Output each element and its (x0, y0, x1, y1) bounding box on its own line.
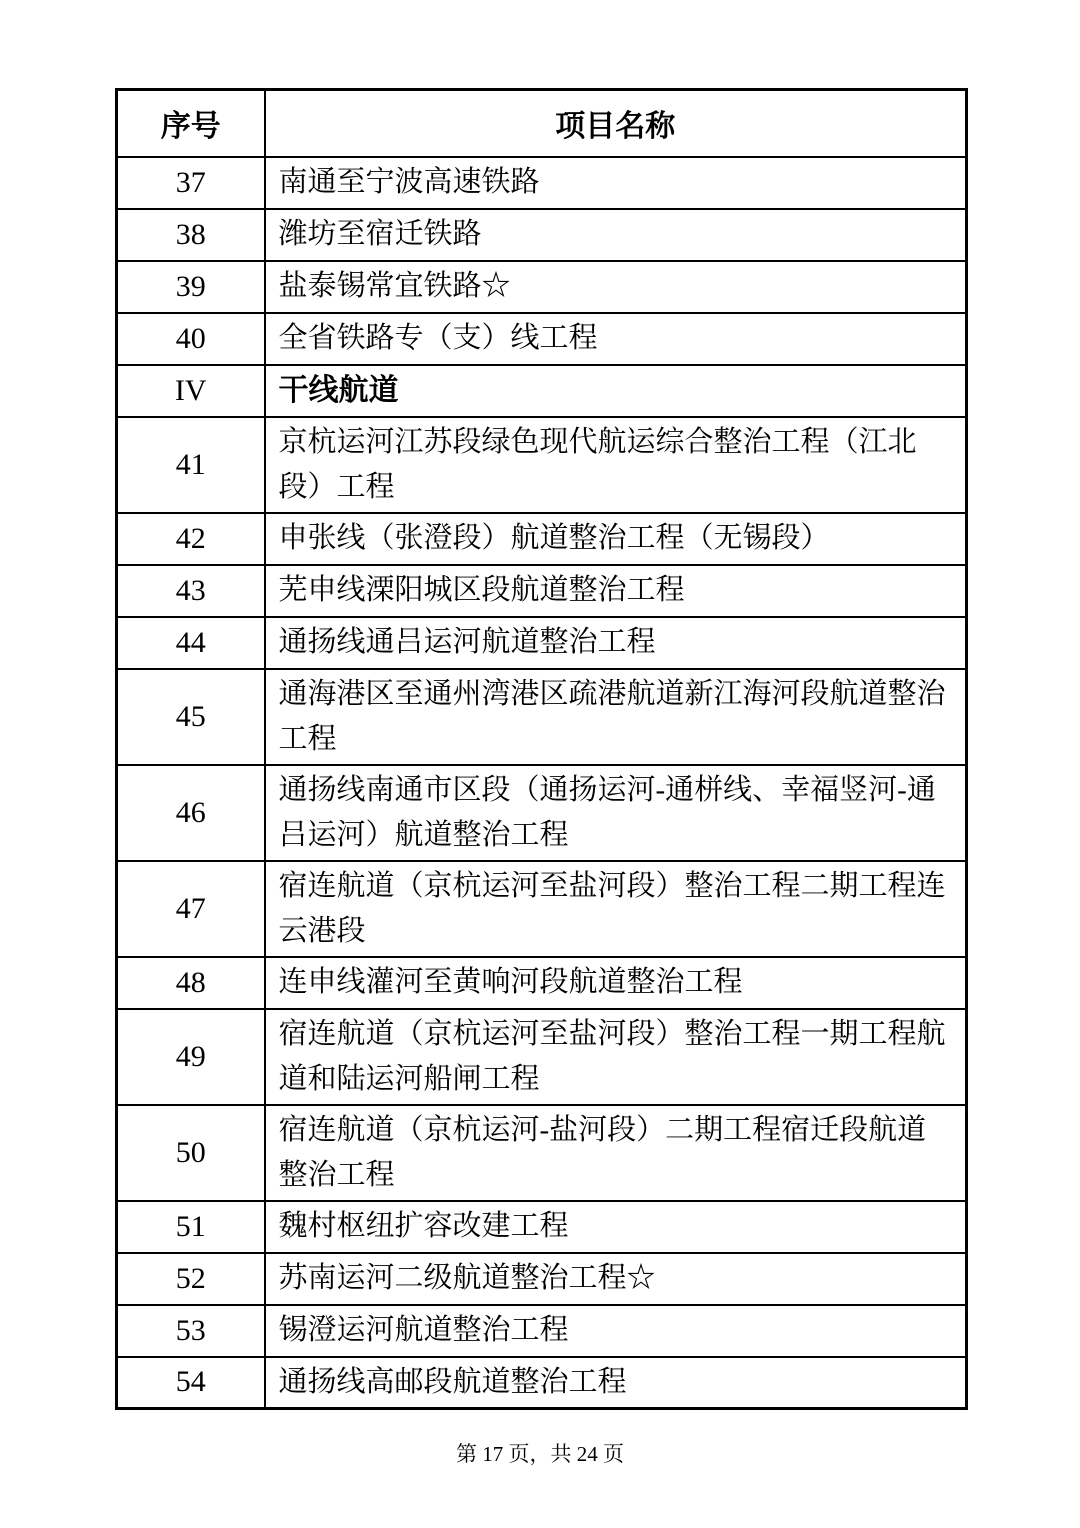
table-row (117, 261, 967, 313)
table-row (117, 617, 967, 669)
project-name-cell: 通扬线通吕运河航道整治工程 (265, 617, 967, 669)
serial-cell: 43 (117, 565, 265, 617)
project-name-cell: 宿连航道（京杭运河-盐河段）二期工程宿迁段航道整治工程 (265, 1105, 967, 1201)
table-row (117, 1105, 967, 1201)
table-row (117, 1201, 967, 1253)
serial-cell: 38 (117, 209, 265, 261)
table-row (117, 1009, 967, 1105)
table-header-row (117, 90, 967, 157)
project-name-cell: 通扬线高邮段航道整治工程 (265, 1357, 967, 1409)
project-name-cell: 京杭运河江苏段绿色现代航运综合整治工程（江北段）工程 (265, 417, 967, 513)
serial-cell: 47 (117, 861, 265, 957)
serial-cell: 50 (117, 1105, 265, 1201)
table-row (117, 1253, 967, 1305)
project-name-column-header: 项目名称 (265, 90, 967, 157)
serial-cell: 53 (117, 1305, 265, 1357)
serial-cell: 54 (117, 1357, 265, 1409)
project-name-cell: 宿连航道（京杭运河至盐河段）整治工程一期工程航道和陆运河船闸工程 (265, 1009, 967, 1105)
serial-cell: 51 (117, 1201, 265, 1253)
section-title-cell: 干线航道 (265, 365, 967, 417)
page-footer: 第 17 页，共 24 页 (456, 1442, 624, 1466)
table-row (117, 861, 967, 957)
project-name-cell: 锡澄运河航道整治工程 (265, 1305, 967, 1357)
serial-cell: 52 (117, 1253, 265, 1305)
table-row (117, 765, 967, 861)
serial-cell: 45 (117, 669, 265, 765)
serial-cell: 44 (117, 617, 265, 669)
project-name-cell: 申张线（张澄段）航道整治工程（无锡段） (265, 513, 967, 565)
table-row (117, 1305, 967, 1357)
serial-cell: IV (117, 365, 265, 417)
serial-column-header: 序号 (117, 90, 265, 157)
serial-cell: 41 (117, 417, 265, 513)
table-section-row (117, 365, 967, 417)
serial-cell: 46 (117, 765, 265, 861)
project-name-cell: 通扬线南通市区段（通扬运河-通栟线、幸福竖河-通吕运河）航道整治工程 (265, 765, 967, 861)
table-row (117, 313, 967, 365)
serial-cell: 49 (117, 1009, 265, 1105)
table-row (117, 513, 967, 565)
table-row (117, 957, 967, 1009)
serial-cell: 42 (117, 513, 265, 565)
serial-cell: 40 (117, 313, 265, 365)
project-name-cell: 魏村枢纽扩容改建工程 (265, 1201, 967, 1253)
table-row (117, 417, 967, 513)
table-row (117, 565, 967, 617)
table-row (117, 157, 967, 209)
project-name-cell: 连申线灌河至黄响河段航道整治工程 (265, 957, 967, 1009)
serial-cell: 37 (117, 157, 265, 209)
table-row (117, 1357, 967, 1409)
project-name-cell: 盐泰锡常宜铁路☆ (265, 261, 967, 313)
project-name-cell: 宿连航道（京杭运河至盐河段）整治工程二期工程连云港段 (265, 861, 967, 957)
project-name-cell: 通海港区至通州湾港区疏港航道新江海河段航道整治工程 (265, 669, 967, 765)
serial-cell: 48 (117, 957, 265, 1009)
project-name-cell: 芜申线溧阳城区段航道整治工程 (265, 565, 967, 617)
serial-cell: 39 (117, 261, 265, 313)
project-name-cell: 南通至宁波高速铁路 (265, 157, 967, 209)
projects-table (115, 88, 968, 1410)
table-row (117, 209, 967, 261)
project-name-cell: 全省铁路专（支）线工程 (265, 313, 967, 365)
project-name-cell: 潍坊至宿迁铁路 (265, 209, 967, 261)
project-name-cell: 苏南运河二级航道整治工程☆ (265, 1253, 967, 1305)
table-row (117, 669, 967, 765)
